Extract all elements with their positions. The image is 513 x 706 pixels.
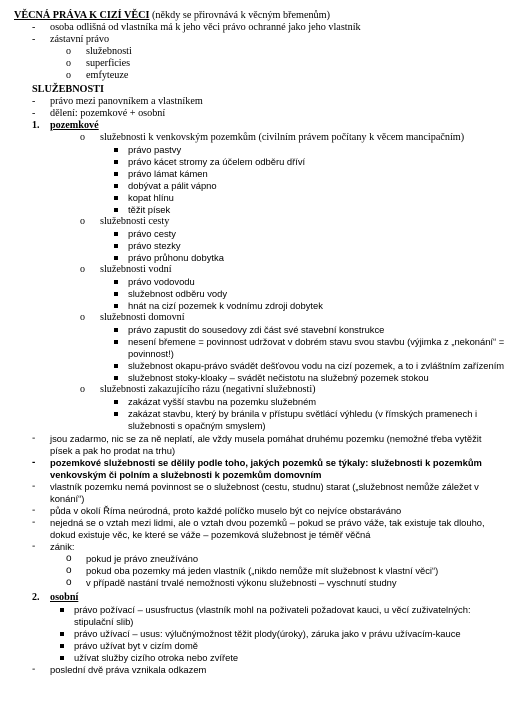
list-item: zakázat vyšší stavbu na pozemku služebném bbox=[14, 396, 505, 408]
closing-line: - poslední dvě práva vznikala odkazem bbox=[32, 664, 207, 675]
list-item: právo lámat kámen bbox=[14, 168, 505, 180]
list-item: služebnost odběru vody bbox=[14, 288, 505, 300]
list-item: - pozemkové služebnosti se dělily podle toho, jakých pozemků se týkaly: služebnosti k pozemkům venkovským či polním a služebnosti k pozemkům domovním bbox=[32, 457, 482, 480]
section-heading: SLUŽEBNOSTI bbox=[32, 84, 104, 95]
list-item: o emfyteuze bbox=[66, 70, 129, 81]
list-item: - nejedná se o vztah mezi lidmi, ale o vztah dvou pozemků – pokud se právo váže, tak existuje tak dlouho, dokud existuje věc, ke které se váže – pozemková služebnost je téměř věčná bbox=[32, 517, 485, 540]
list-item: právo pastvy bbox=[14, 144, 505, 156]
list-item: dobývat a pálit vápno bbox=[14, 180, 505, 192]
list-item: - zástavní právo bbox=[32, 34, 110, 45]
list-item: právo zapustit do sousedovy zdi část své stavební konstrukce bbox=[14, 324, 505, 336]
list-item: kopat hlínu bbox=[14, 192, 505, 204]
list-item: - vlastník pozemku nemá povinnost se o služebnost (cestu, studnu) starat („služebnost nemůže záležet v konání“) bbox=[32, 481, 479, 504]
list-item: právo požívací – ususfructus (vlastník mohl na poživateli požadovat kauci, u věcí zuživatelných: stipulační slib) bbox=[14, 604, 504, 628]
list-item: - osoba odlišná od vlastníka má k jeho věci právo ochranné jako jeho vlastník bbox=[32, 22, 361, 33]
list-item: služebnost stoky-kloaky – svádět nečistotu na služebný pozemek stokou bbox=[14, 372, 505, 384]
section-1-title: 1. pozemkové bbox=[32, 120, 99, 131]
main-title: VĚCNÁ PRÁVA K CIZÍ VĚCI bbox=[14, 10, 150, 21]
list-item: těžit písek bbox=[14, 204, 505, 216]
list-item: právo vodovodu bbox=[14, 276, 505, 288]
list-item: služebnost okapu-právo svádět dešťovou vodu na cizí pozemek, a to i zvláštním zařízením bbox=[14, 360, 508, 372]
list-item: - půda v okolí Říma neúrodná, proto každé políčko muselo být co nejvíce obstaráváno bbox=[32, 505, 402, 516]
list-item: - zánik: bbox=[32, 541, 75, 552]
list-item: nesení břemene = povinnost udržovat v dobrém stavu svou stavbu (výjimka z „nekonání“ = povinnost!) bbox=[14, 336, 508, 360]
list-item: užívat služby cizího otroka nebo zvířete bbox=[14, 652, 505, 664]
list-item: o služebnosti bbox=[66, 46, 132, 57]
list-item: právo průhonu dobytka bbox=[14, 252, 505, 264]
main-subtitle: (někdy se přirovnává k věcným břemenům) bbox=[149, 10, 330, 21]
list-item: - právo mezi panovníkem a vlastníkem bbox=[32, 96, 203, 107]
list-item: - dělení: pozemkové + osobní bbox=[32, 108, 166, 119]
list-item: právo užívat byt v cizím domě bbox=[14, 640, 505, 652]
list-item: o pokud oba pozemky má jeden vlastník („nikdo nemůže mít služebnost k vlastní věci“) bbox=[66, 565, 439, 576]
list-item: právo stezky bbox=[14, 240, 505, 252]
list-item: o služebnosti domovní bbox=[80, 312, 185, 323]
list-item: hnát na cizí pozemek k vodnímu zdroji dobytek bbox=[14, 300, 505, 312]
document-heading bbox=[14, 10, 505, 22]
list-item: o pokud je právo zneužíváno bbox=[66, 553, 199, 564]
section-2-title: 2. osobní bbox=[32, 592, 79, 603]
list-item: zakázat stavbu, který by bránila v přístupu světlácí výhledu (v římských pramenech i služebnosti s opačným smyslem) bbox=[14, 408, 508, 432]
list-item: - jsou zadarmo, nic se za ně neplatí, ale vždy musela pomáhat druhému pozemku (nemožné třeba vytěžit písek a pak ho prodat na trhu) bbox=[32, 433, 482, 456]
list-item: o v případě nastání trvalé nemožnosti výkonu služebnosti – vyschnutí studny bbox=[66, 577, 397, 588]
list-item: o služebnosti vodní bbox=[80, 264, 172, 275]
list-item: o superficies bbox=[66, 58, 131, 69]
list-item: právo cesty bbox=[14, 228, 505, 240]
list-item: právo kácet stromy za účelem odběru dříví bbox=[14, 156, 505, 168]
list-item: o služebnosti zakazujícího rázu (negativní služebnosti) bbox=[80, 384, 316, 395]
list-item: o služebnosti cesty bbox=[80, 216, 170, 227]
list-item: o služebnosti k venkovským pozemkům (civilním právem počítany k věcem mancipačním) bbox=[80, 132, 465, 143]
list-item: právo užívací – usus: výlučnýmožnost těžit plody(úroky), záruka jako v právu užívacím-kauce bbox=[14, 628, 505, 640]
